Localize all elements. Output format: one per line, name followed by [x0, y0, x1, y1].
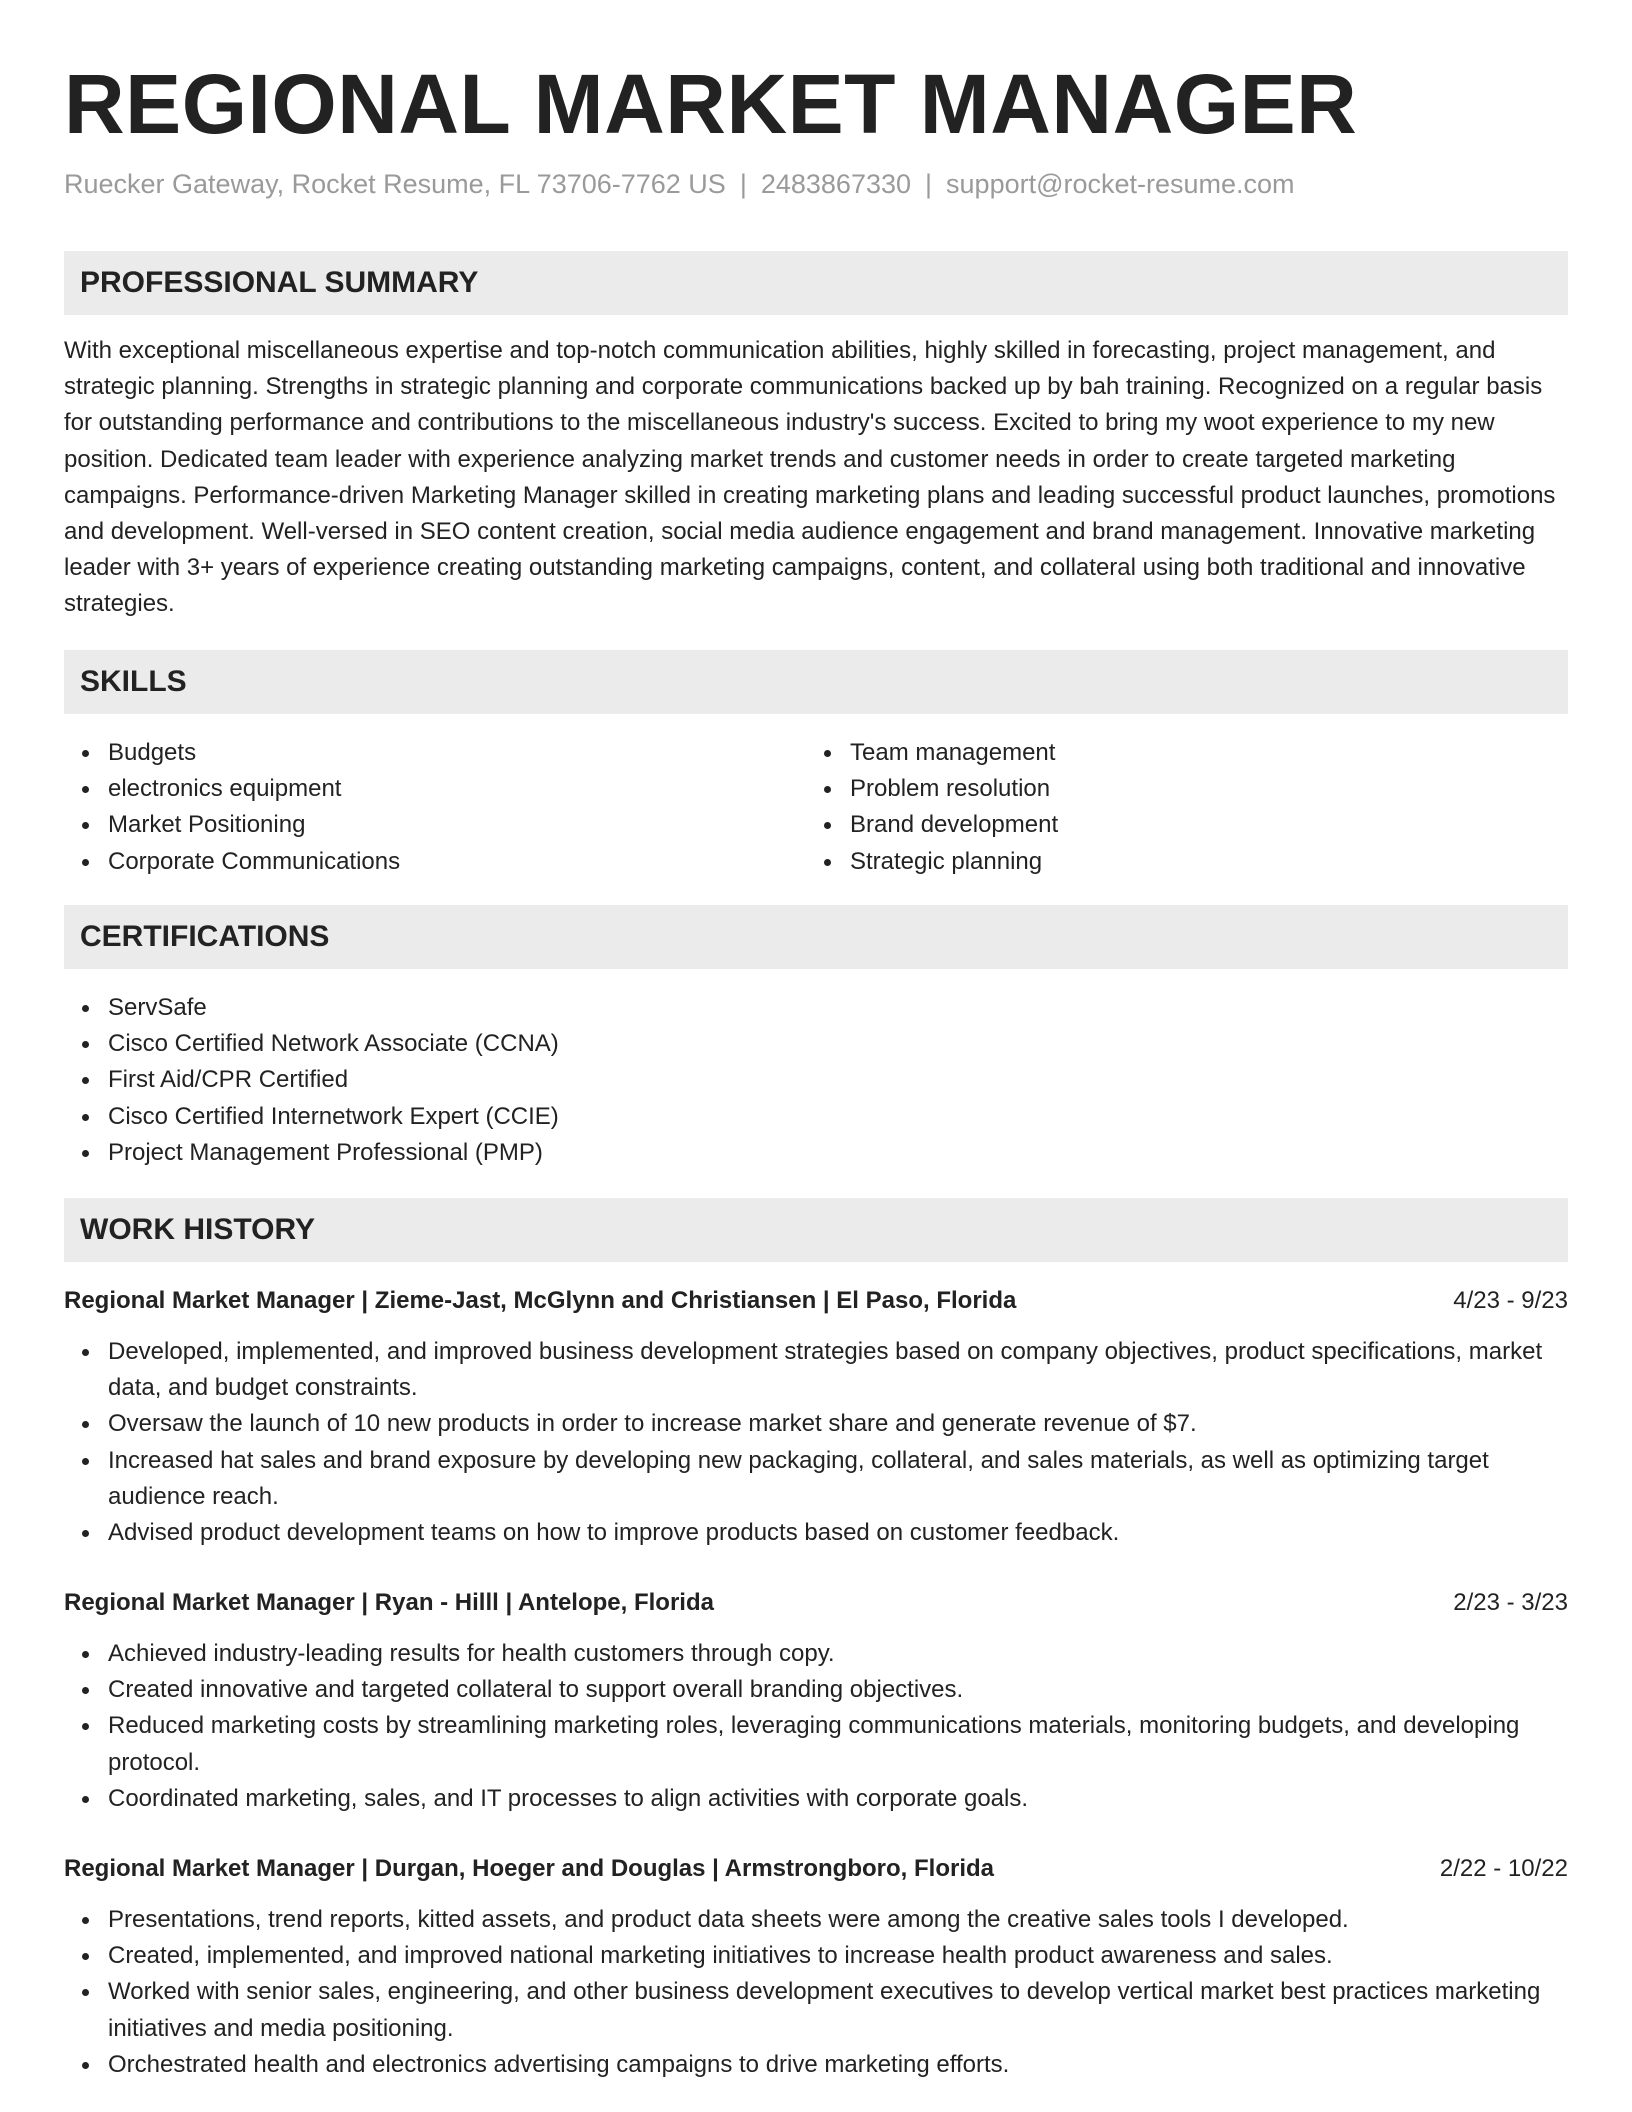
contact-address: Ruecker Gateway, Rocket Resume, FL 73706-7762 US — [64, 169, 726, 199]
certification-item: First Aid/CPR Certified — [108, 1062, 1568, 1098]
candidate-title: REGIONAL MARKET MANAGER — [64, 57, 1358, 151]
skill-item: Strategic planning — [850, 844, 1506, 880]
job-dates: 4/23 - 9/23 — [1453, 1287, 1568, 1314]
job-bullet: Worked with senior sales, engineering, and other business development executives to develop vertical market best practices marketing initiatives and media positioning. — [108, 1974, 1568, 2046]
job-bullet: Coordinated marketing, sales, and IT processes to align activities with corporate goals. — [108, 1781, 1568, 1817]
job-header — [64, 1851, 1568, 1887]
job-bullet: Orchestrated health and electronics advertising campaigns to drive marketing efforts. — [108, 2047, 1568, 2083]
contact-line — [64, 166, 1295, 202]
job-title-company: Regional Market Manager | Zieme-Jast, McGlynn and Christiansen | El Paso, Florida — [64, 1287, 1017, 1314]
job-dates: 2/23 - 3/23 — [1453, 1589, 1568, 1616]
job-bullet: Oversaw the launch of 10 new products in order to increase market share and generate revenue of $7. — [108, 1406, 1568, 1442]
job-title-company: Regional Market Manager | Durgan, Hoeger and Douglas | Armstrongboro, Florida — [64, 1855, 994, 1882]
job-title-company: Regional Market Manager | Ryan - Hilll | Antelope, Florida — [64, 1589, 714, 1616]
summary-text: With exceptional miscellaneous expertise and top-notch communication abilities, highly skilled in forecasting, project management, and strategic planning. Strengths in strategic planning and corporate communications backed up by bah training. Recognized on a regular basis for outstanding performance and contributions to the miscellaneous industry's success. Excited to bring my woot experience to my new position. Dedicated team leader with experience analyzing market trends and customer needs in order to create targeted marketing campaigns. Performance-driven Marketing Manager skilled in creating marketing plans and leading successful product launches, promotions and development. Well-versed in SEO content creation, social media audience engagement and brand management. Innovative marketing leader with 3+ years of experience creating outstanding marketing campaigns, content, and collateral using both traditional and innovative strategies. — [64, 337, 1556, 618]
skill-item: Team management — [850, 735, 1506, 771]
certification-item: Cisco Certified Network Associate (CCNA) — [108, 1026, 1568, 1062]
skill-item: Brand development — [850, 807, 1506, 843]
skill-item: Corporate Communications — [108, 844, 764, 880]
job-bullet: Created, implemented, and improved national marketing initiatives to increase health product awareness and sales. — [108, 1938, 1568, 1974]
job-bullet: Presentations, trend reports, kitted assets, and product data sheets were among the creative sales tools I developed. — [108, 1902, 1568, 1938]
job-bullet: Developed, implemented, and improved business development strategies based on company objectives, product specifications, market data, and budget constraints. — [108, 1334, 1568, 1406]
certification-item: Project Management Professional (PMP) — [108, 1135, 1568, 1171]
job-dates: 2/22 - 10/22 — [1439, 1855, 1568, 1882]
contact-separator: | — [739, 169, 747, 199]
job-bullets — [64, 1902, 1568, 2083]
job-bullet: Reduced marketing costs by streamlining marketing roles, leveraging communications materials, monitoring budgets, and developing protocol. — [108, 1708, 1568, 1780]
section-title: PROFESSIONAL SUMMARY — [80, 266, 479, 299]
job-bullet: Achieved industry-leading results for health customers through copy. — [108, 1636, 1568, 1672]
job-bullets — [64, 1334, 1568, 1551]
contact-separator: | — [925, 169, 933, 199]
certification-item: ServSafe — [108, 990, 1568, 1026]
section-header-skills — [64, 650, 1568, 714]
certification-item: Cisco Certified Internetwork Expert (CCIE) — [108, 1099, 1568, 1135]
skills-column-right — [806, 735, 1506, 880]
job-header — [64, 1585, 1568, 1621]
contact-email: support@rocket-resume.com — [946, 169, 1295, 199]
section-header-summary — [64, 251, 1568, 315]
job-header — [64, 1283, 1568, 1319]
certifications-list — [64, 990, 1568, 1171]
skill-item: Budgets — [108, 735, 764, 771]
skill-item: Market Positioning — [108, 807, 764, 843]
section-header-certifications — [64, 905, 1568, 969]
job-bullet: Advised product development teams on how to improve products based on customer feedback. — [108, 1515, 1568, 1551]
section-title: CERTIFICATIONS — [80, 920, 330, 953]
section-title: WORK HISTORY — [80, 1213, 316, 1246]
skills-column-left — [64, 735, 764, 880]
skill-item: Problem resolution — [850, 771, 1506, 807]
job-bullet: Created innovative and targeted collateral to support overall branding objectives. — [108, 1672, 1568, 1708]
job-bullet: Increased hat sales and brand exposure by developing new packaging, collateral, and sales materials, as well as optimizing target audience reach. — [108, 1443, 1568, 1515]
job-bullets — [64, 1636, 1568, 1817]
contact-phone: 2483867330 — [760, 169, 912, 199]
skill-item: electronics equipment — [108, 771, 764, 807]
section-header-work-history — [64, 1198, 1568, 1262]
section-title: SKILLS — [80, 665, 187, 698]
